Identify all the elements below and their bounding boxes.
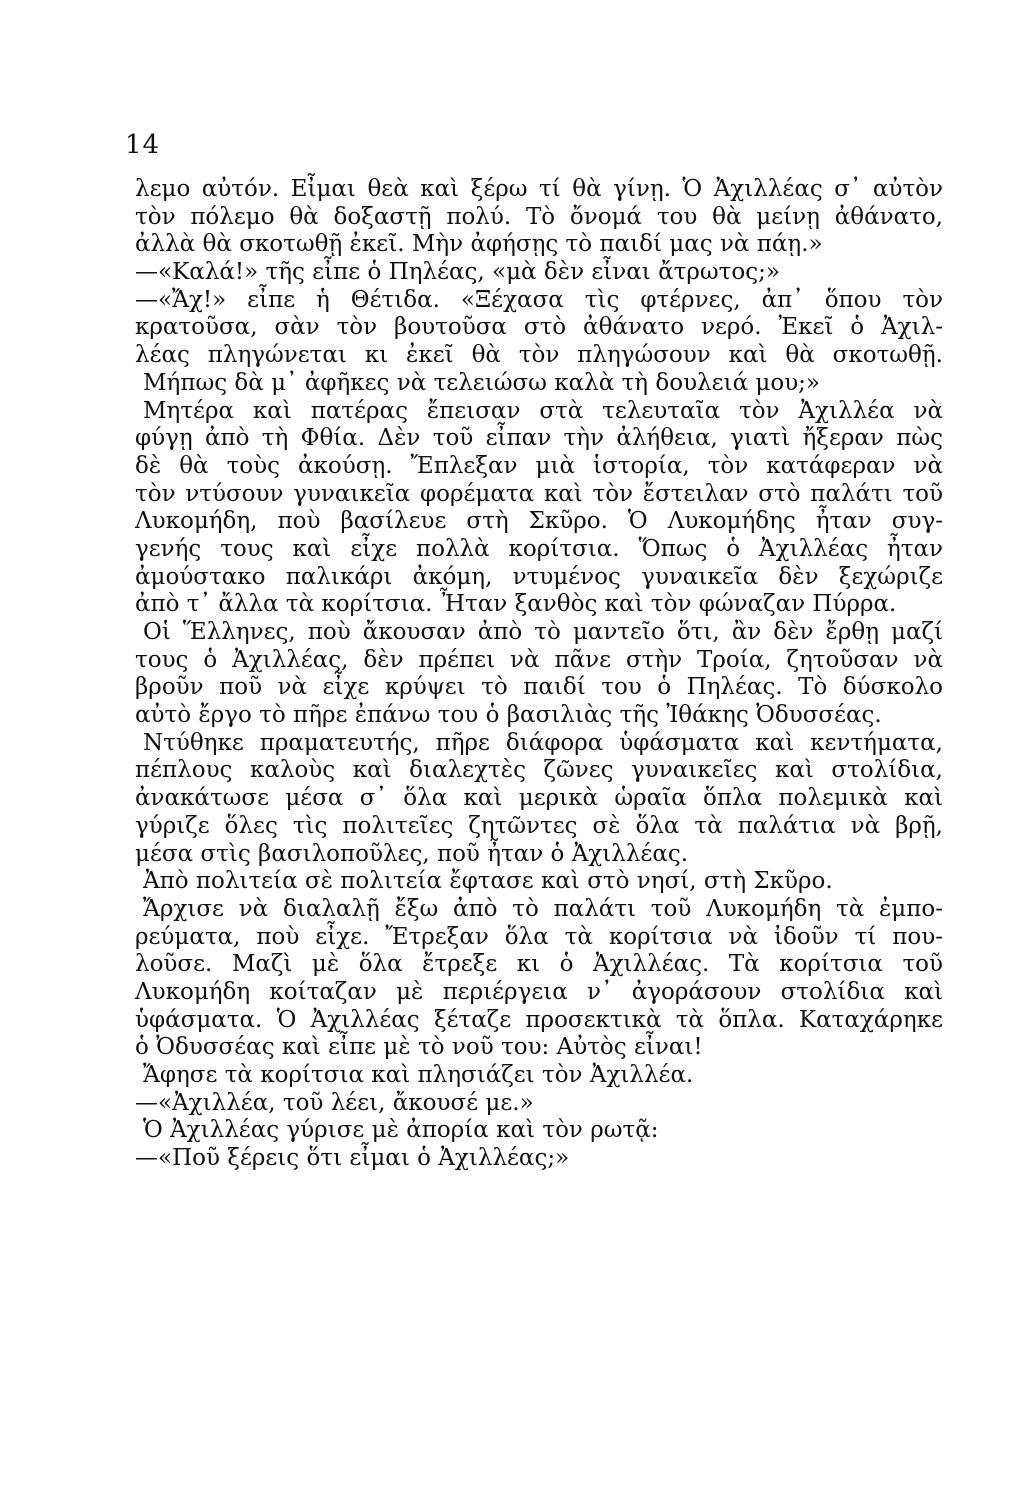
text-line: λέας πληγώνεται κι ἐκεῖ θὰ τὸν πληγώσουν καὶ θὰ σκοτωθῇ.: [135, 342, 943, 369]
text-line: ὁ Ὀδυσσέας καὶ εἶπε μὲ τὸ νοῦ του: Αὐτὸς εἶναι!: [135, 1034, 703, 1061]
text-line: Λυκομήδη, ποὺ βασίλευε στὴ Σκῦρο. Ὁ Λυκομήδης ἦταν συγ-: [135, 508, 943, 535]
text-line: φύγῃ ἀπὸ τὴ Φθία. Δὲν τοῦ εἶπαν τὴν ἀλήθεια, γιατὶ ἤξεραν πὼς: [135, 425, 943, 452]
text-line: ἀλλὰ θὰ σκοτωθῇ ἐκεῖ. Μὴν ἀφήσῃς τὸ παιδί μας νὰ πάῃ.»: [135, 231, 823, 258]
text-line: Ἄρχισε νὰ διαλαλῇ ἔξω ἀπὸ τὸ παλάτι τοῦ Λυκομήδη τὰ ἐμπο-: [143, 895, 943, 922]
text-line: γύριζε ὅλες τὶς πολιτεῖες ζητῶντες σὲ ὅλα τὰ παλάτια νὰ βρῇ,: [135, 812, 943, 839]
text-line: ὑφάσματα. Ὁ Ἀχιλλέας ξέταζε προσεκτικὰ τὰ ὅπλα. Καταχάρηκε: [135, 1006, 943, 1033]
body-text: [135, 176, 943, 1173]
text-line: Ντύθηκε πραματευτής, πῆρε διάφορα ὑφάσματα καὶ κεντήματα,: [143, 729, 943, 756]
text-line: ἀνακάτωσε μέσα σ᾽ ὅλα καὶ μερικὰ ὡραῖα ὅπλα πολεμικὰ καὶ: [135, 785, 943, 812]
text-line: Ἄφησε τὰ κορίτσια καὶ πλησιάζει τὸν Ἀχιλλέα.: [143, 1062, 694, 1088]
text-line: πέπλους καλοὺς καὶ διαλεχτὲς ζῶνες γυναικεῖες καὶ στολίδια,: [135, 757, 943, 784]
text-line: τὸν ντύσουν γυναικεῖα φορέματα καὶ τὸν ἔστειλαν στὸ παλάτι τοῦ: [135, 480, 943, 507]
text-line: δὲ θὰ τοὺς ἀκούσῃ. Ἔπλεξαν μιὰ ἱστορία, τὸν κατάφεραν νὰ: [135, 452, 943, 479]
text-line: Ἀπὸ πολιτεία σὲ πολιτεία ἔφτασε καὶ στὸ νησί, στὴ Σκῦρο.: [143, 868, 833, 895]
text-line: τους ὁ Ἀχιλλέας, δὲν πρέπει νὰ πᾶνε στὴν Τροία, ζητοῦσαν νὰ: [135, 646, 943, 673]
text-line: γενής τους καὶ εἶχε πολλὰ κορίτσια. Ὅπως ὁ Ἀχιλλέας ἦταν: [135, 535, 943, 562]
text-line: Λυκομήδη κοίταζαν μὲ περιέργεια ν᾽ ἀγοράσουν στολίδια καὶ: [135, 978, 943, 1005]
text-line: ἀπὸ τ᾽ ἄλλα τὰ κορίτσια. Ἦταν ξανθὸς καὶ τὸν φώναζαν Πύρρα.: [135, 591, 897, 618]
text-line: τὸν πόλεμο θὰ δοξαστῇ πολύ. Τὸ ὄνομά του θὰ μείνῃ ἀθάνατο,: [135, 203, 943, 230]
text-line: —«Ἀχιλλέα, τοῦ λέει, ἄκουσέ με.»: [135, 1089, 534, 1116]
text-line: μέσα στὶς βασιλοποῦλες, ποῦ ἦταν ὁ Ἀχιλλέας.: [135, 840, 689, 867]
text-line: κρατοῦσα, σὰν τὸν βουτοῦσα στὸ ἀθάνατο νερό. Ἐκεῖ ὁ Ἀχιλ-: [135, 314, 943, 341]
text-line: βροῦν ποῦ νὰ εἶχε κρύψει τὸ παιδί του ὁ Πηλέας. Τὸ δύσκολο: [135, 674, 943, 701]
text-line: —«Ἄχ!» εἶπε ἡ Θέτιδα. «Ξέχασα τὶς φτέρνες, ἀπ᾽ ὅπου τὸν: [135, 286, 943, 313]
text-line: αὐτὸ ἔργο τὸ πῆρε ἐπάνω του ὁ βασιλιὰς τῆς Ἰθάκης Ὀδυσσέας.: [135, 702, 882, 729]
text-line: λοῦσε. Μαζὶ μὲ ὅλα ἔτρεξε κι ὁ Ἀχιλλέας. Τὰ κορίτσια τοῦ: [135, 951, 943, 978]
text-line: λεμο αὐτόν. Εἶμαι θεὰ καὶ ξέρω τί θὰ γίνῃ. Ὁ Ἀχιλλέας σ᾽ αὐτὸν: [135, 176, 943, 202]
text-line: Μήπως δὰ μ᾽ ἀφῆκες νὰ τελειώσω καλὰ τὴ δουλειά μου;»: [143, 369, 821, 396]
page-number: 14: [125, 130, 161, 160]
text-line: Οἱ Ἕλληνες, ποὺ ἄκουσαν ἀπὸ τὸ μαντεῖο ὅτι, ἂν δὲν ἔρθῃ μαζί: [143, 619, 943, 645]
text-line: Μητέρα καὶ πατέρας ἔπεισαν στὰ τελευταῖα τὸν Ἀχιλλέα νὰ: [143, 397, 943, 424]
text-line: —«Καλά!» τῆς εἶπε ὁ Πηλέας, «μὰ δὲν εἶναι ἄτρωτος;»: [135, 259, 780, 286]
text-line: Ὁ Ἀχιλλέας γύρισε μὲ ἀπορία καὶ τὸν ρωτᾷ:: [143, 1117, 659, 1144]
text-line: ἀμούστακο παλικάρι ἀκόμη, ντυμένος γυναικεῖα δὲν ξεχώριζε: [135, 563, 943, 590]
text-line: —«Ποῦ ξέρεις ὅτι εἶμαι ὁ Ἀχιλλέας;»: [135, 1145, 570, 1172]
text-line: ρεύματα, ποὺ εἶχε. Ἔτρεξαν ὅλα τὰ κορίτσια νὰ ἰδοῦν τί που-: [135, 923, 943, 950]
